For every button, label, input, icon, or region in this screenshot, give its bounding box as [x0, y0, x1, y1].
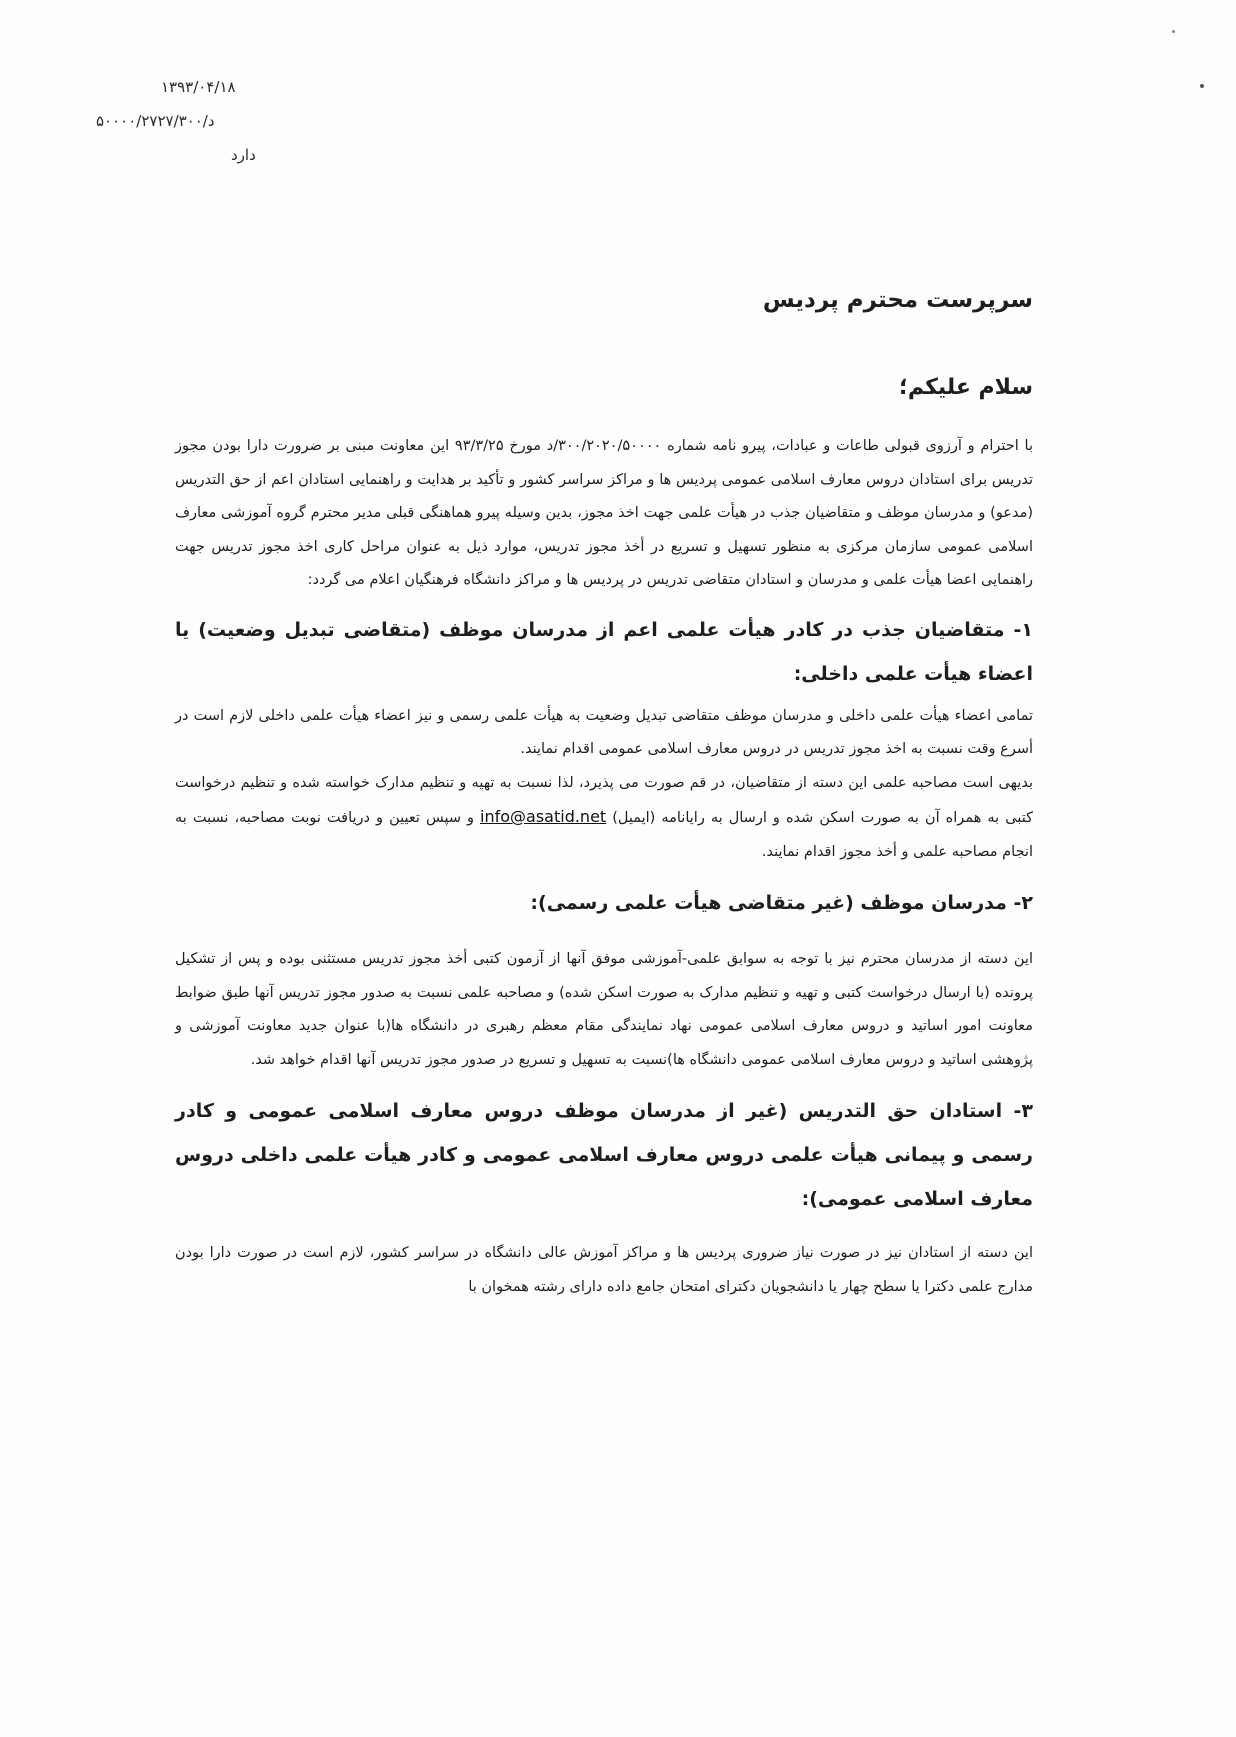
section-1-paragraph-1: تمامی اعضاء هیأت علمی داخلی و مدرسان موظف متقاضی تبدیل وضعیت به هیأت علمی رسمی و نیز اعضاء هیأت علمی داخلی لازم است در أسرع وقت نسبت به اخذ مجوز تدریس در دروس معارف اسلامی عمومی اقدام نمایند. [175, 707, 1033, 757]
letter-date: ۱۳۹۳/۰۴/۱۸ [161, 78, 236, 96]
letter-number: د/۵۰۰۰۰/۲۷۲۷/۳۰۰ [96, 112, 215, 130]
section-1-heading: ۱- متقاضیان جذب در کادر هیأت علمی اعم از مدرسان موظف (متقاضی تبدیل وضعیت) یا اعضاء هیأت علمی داخلی: [175, 618, 1033, 685]
section-1-paragraph-2 [175, 767, 1033, 870]
scan-speck [1172, 30, 1175, 33]
letter-attachment: دارد [231, 146, 256, 164]
section-1-paragraph-2-text: بدیهی است مصاحبه علمی این دسته از متقاضیان، در قم صورت می پذیرد، لذا نسبت به تهیه و تنظیم مدارک خواسته شده و تنظیم درخواست کتبی به همراه آن به صورت اسکن شده و ارسال به رایانامه (ایمیل) [175, 774, 1033, 826]
intro-paragraph: با احترام و آرزوی قبولی طاعات و عبادات، پیرو نامه شماره ۳۰۰/۲۰۲۰/۵۰۰۰۰/د مورخ ۹۳/۳/۲۵ این معاونت مبنی بر ضرورت دارا بودن مجوز تدریس برای استادان دروس معارف اسلامی عمومی پردیس ها و مراکز سراسر کشور و تأکید بر هدایت و راهنمایی استادان اعم از حق التدریس (مدعو) و مدرسان موظف و متقاضیان جذب در هیأت علمی جهت اخذ مجوز، بدین وسیله پیرو هماهنگی قبلی مدیر محترم گروه آموزشی معارف اسلامی عمومی سازمان مرکزی به منظور تسهیل و تسریع در أخذ مجوز تدریس، موارد ذیل به عنوان مراحل کاری اخذ مجوز تدریس جهت راهنمایی اعضا هیأت علمی و مدرسان و استادان متقاضی تدریس در پردیس ها و مراکز دانشگاه فرهنگیان اعلام می گردد: [175, 438, 1033, 588]
letter-body [175, 280, 1033, 1304]
letter-salutation: سرپرست محترم پردیس [762, 287, 1033, 313]
section-3-paragraph: این دسته از استادان نیز در صورت نیاز ضروری پردیس ها و مراکز آموزش عالی دانشگاه در سراسر کشور، لازم است در صورت دارا بودن مدارج علمی دکترا یا سطح چهار یا دانشجویان دکترای امتحان جامع داده دارای رشته همخوان با [175, 1245, 1033, 1295]
email-link[interactable]: info@asatid.net [480, 807, 607, 826]
section-3-heading: ۳- استادان حق التدریس (غیر از مدرسان موظف دروس معارف اسلامی عمومی و کادر رسمی و پیمانی هیأت علمی دروس معارف اسلامی عمومی و کادر هیأت علمی داخلی دروس معارف اسلامی عمومی): [175, 1100, 1033, 1210]
letter-meta [96, 70, 296, 172]
section-2-paragraph: این دسته از مدرسان محترم نیز با توجه به سوابق علمی-آموزشی موفق آنها از آزمون کتبی أخذ مجوز تدریس مستثنی بوده و پس از تشکیل پرونده (با ارسال درخواست کتبی و تهیه و تنظیم مدارک به صورت اسکن شده) و مصاحبه علمی نسبت به صدور مجوز تدریس آنها طبق ضوابط معاونت امور اساتید و دروس معارف اسلامی عمومی نهاد نمایندگی مقام معظم رهبری در دانشگاه ها(با عنوان جدید معاونت آموزشی و پژوهشی اساتید و دروس معارف اسلامی عمومی دانشگاه ها)نسبت به تسهیل و تسریع در صدور مجوز تدریس آنها اقدام خواهد شد. [175, 951, 1033, 1068]
letter-greeting: سلام علیکم؛ [899, 375, 1033, 400]
scan-speck [1200, 84, 1204, 88]
section-2-heading: ۲- مدرسان موظف (غیر متقاضی هیأت علمی رسمی): [530, 892, 1033, 914]
section-1-paragraph-2-tail: و سپس تعیین و دریافت نوبت مصاحبه، نسبت به انجام مصاحبه علمی و أخذ مجوز اقدام نمایند. [175, 810, 1033, 860]
